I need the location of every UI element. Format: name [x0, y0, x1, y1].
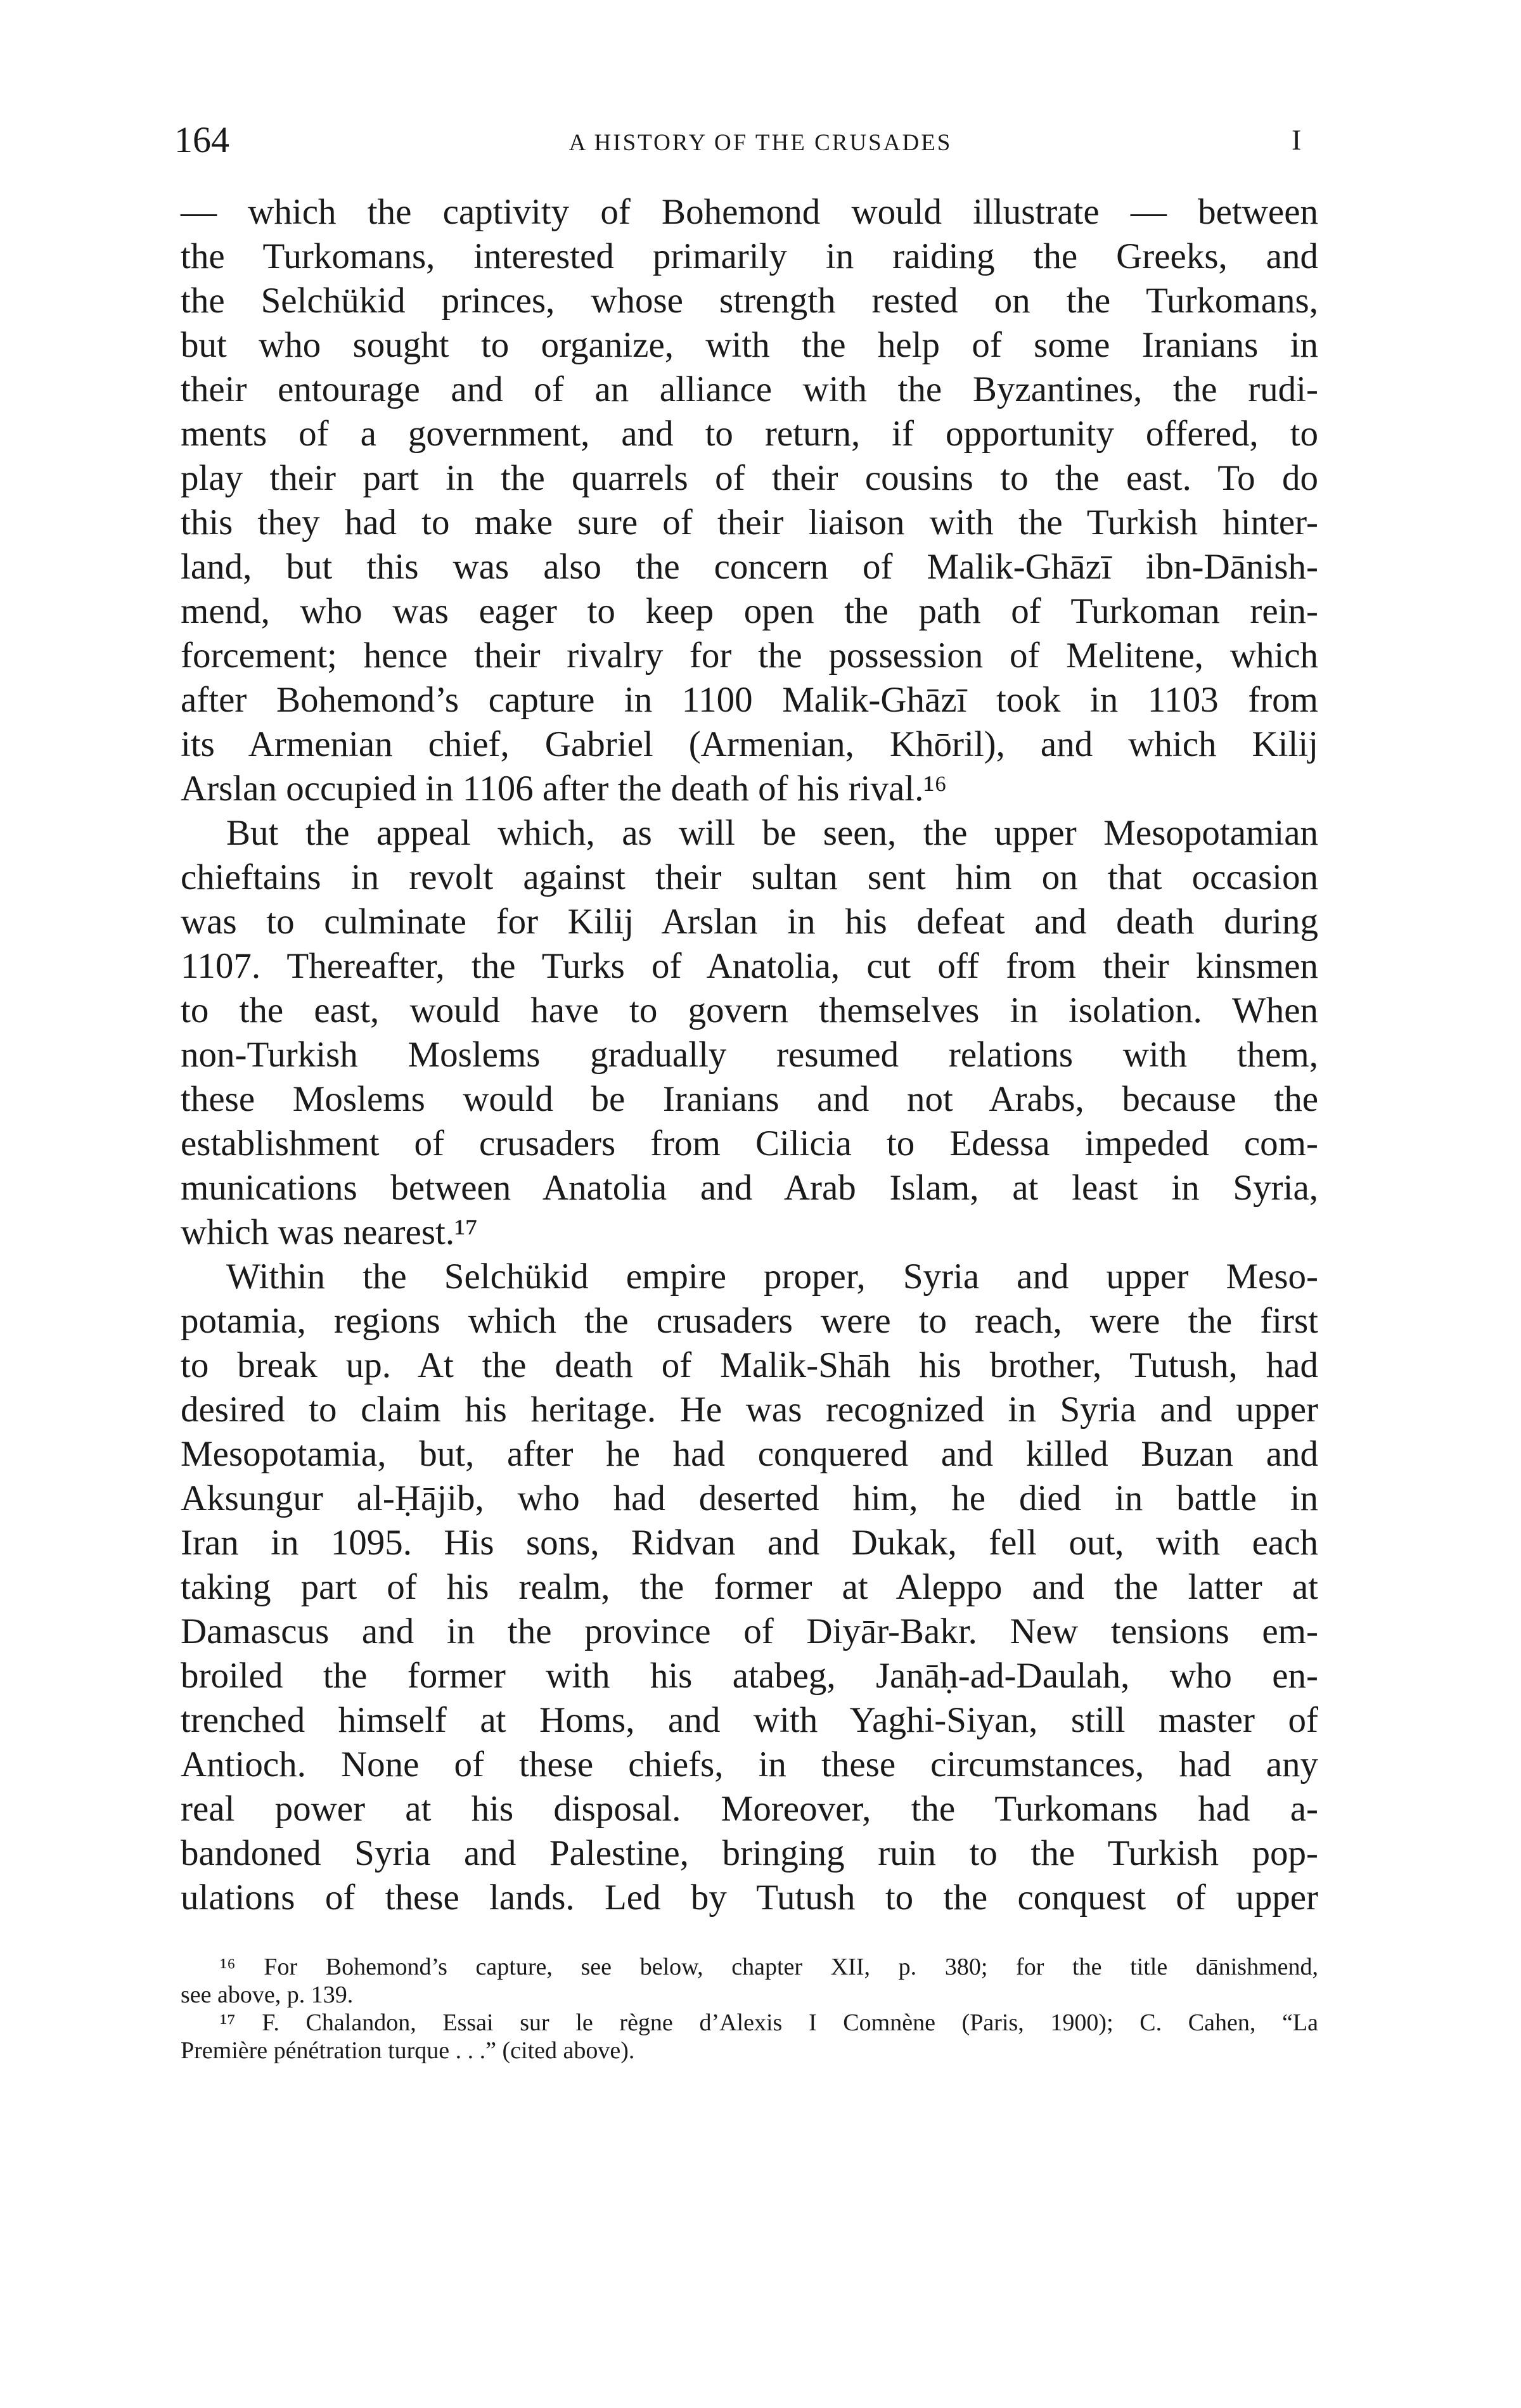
text-line: Antioch. None of these chiefs, in these circumstances, had any	[181, 1745, 1318, 1784]
text-line: potamia, regions which the crusaders were to reach, were the first	[181, 1301, 1318, 1341]
page-number: 164	[174, 119, 229, 160]
text-line: Aksungur al-Ḥājib, who had deserted him, he died in battle in	[181, 1478, 1318, 1518]
text-line: to the east, would have to govern themselves in isolation. When	[181, 990, 1318, 1030]
footnote-line: ¹⁶ For Bohemond’s capture, see below, chapter XII, p. 380; for the title dānishmend,	[220, 1954, 1318, 1980]
text-line: play their part in the quarrels of their cousins to the east. To do	[181, 458, 1318, 498]
text-line: the Selchükid princes, whose strength rested on the Turkomans,	[181, 281, 1318, 321]
text-line: broiled the former with his atabeg, Janāḥ-ad-Daulah, who en-	[181, 1656, 1318, 1696]
body-text	[181, 190, 1318, 1920]
text-line: 1107. Thereafter, the Turks of Anatolia, cut off from their kinsmen	[181, 946, 1318, 986]
text-line: Within the Selchükid empire proper, Syria and upper Meso-	[226, 1257, 1318, 1297]
footnote-line: ¹⁷ F. Chalandon, Essai sur le règne d’Alexis I Comnène (Paris, 1900); C. Cahen, “La	[220, 2009, 1318, 2036]
text-line: their entourage and of an alliance with the Byzantines, the rudi-	[181, 369, 1318, 409]
text-line: munications between Anatolia and Arab Islam, at least in Syria,	[181, 1168, 1318, 1208]
text-line: Damascus and in the province of Diyār-Bakr. New tensions em-	[181, 1611, 1318, 1651]
text-line: ulations of these lands. Led by Tutush to the conquest of upper	[181, 1878, 1318, 1918]
text-line: this they had to make sure of their liaison with the Turkish hinter-	[181, 503, 1318, 542]
text-line: establishment of crusaders from Cilicia to Edessa impeded com-	[181, 1124, 1318, 1163]
text-line: ments of a government, and to return, if opportunity offered, to	[181, 414, 1318, 454]
text-line: these Moslems would be Iranians and not Arabs, because the	[181, 1079, 1318, 1119]
text-line: after Bohemond’s capture in 1100 Malik-Ghāzī took in 1103 from	[181, 680, 1318, 720]
text-line: — which the captivity of Bohemond would illustrate — between	[181, 192, 1318, 232]
text-line: was to culminate for Kilij Arslan in his defeat and death during	[181, 902, 1318, 942]
page-header	[0, 118, 1521, 162]
footnote-line: Première pénétration turque . . .” (cited above).	[181, 2037, 635, 2064]
text-line: Mesopotamia, but, after he had conquered and killed Buzan and	[181, 1434, 1318, 1474]
text-line: mend, who was eager to keep open the path of Turkoman rein-	[181, 591, 1318, 631]
text-line: non-Turkish Moslems gradually resumed relations with them,	[181, 1035, 1318, 1075]
footnote-line: see above, p. 139.	[181, 1982, 354, 2008]
text-line: but who sought to organize, with the help of some Iranians in	[181, 325, 1318, 365]
text-line: Iran in 1095. His sons, Ridvan and Dukak, fell out, with each	[181, 1523, 1318, 1563]
text-line: bandoned Syria and Palestine, bringing ruin to the Turkish pop-	[181, 1833, 1318, 1873]
text-line: forcement; hence their rivalry for the possession of Melitene, which	[181, 636, 1318, 676]
text-line: trenched himself at Homs, and with Yaghi-Siyan, still master of	[181, 1700, 1318, 1740]
part-number: I	[1292, 124, 1302, 156]
running-title: A HISTORY OF THE CRUSADES	[568, 130, 953, 156]
text-line: taking part of his realm, the former at Aleppo and the latter at	[181, 1567, 1318, 1607]
text-line: Arslan occupied in 1106 after the death of his rival.¹⁶	[181, 769, 947, 809]
text-line: to break up. At the death of Malik-Shāh his brother, Tutush, had	[181, 1345, 1318, 1385]
text-line: which was nearest.¹⁷	[181, 1212, 478, 1252]
text-line: its Armenian chief, Gabriel (Armenian, Khōril), and which Kilij	[181, 724, 1318, 764]
text-line: the Turkomans, interested primarily in raiding the Greeks, and	[181, 236, 1318, 276]
text-line: chieftains in revolt against their sultan sent him on that occasion	[181, 857, 1318, 897]
text-line: But the appeal which, as will be seen, the upper Mesopotamian	[226, 813, 1318, 853]
footnotes	[181, 1953, 1318, 2065]
text-line: land, but this was also the concern of Malik-Ghāzī ibn-Dānish-	[181, 547, 1318, 587]
text-line: real power at his disposal. Moreover, the Turkomans had a-	[181, 1789, 1318, 1829]
text-line: desired to claim his heritage. He was recognized in Syria and upper	[181, 1390, 1318, 1430]
